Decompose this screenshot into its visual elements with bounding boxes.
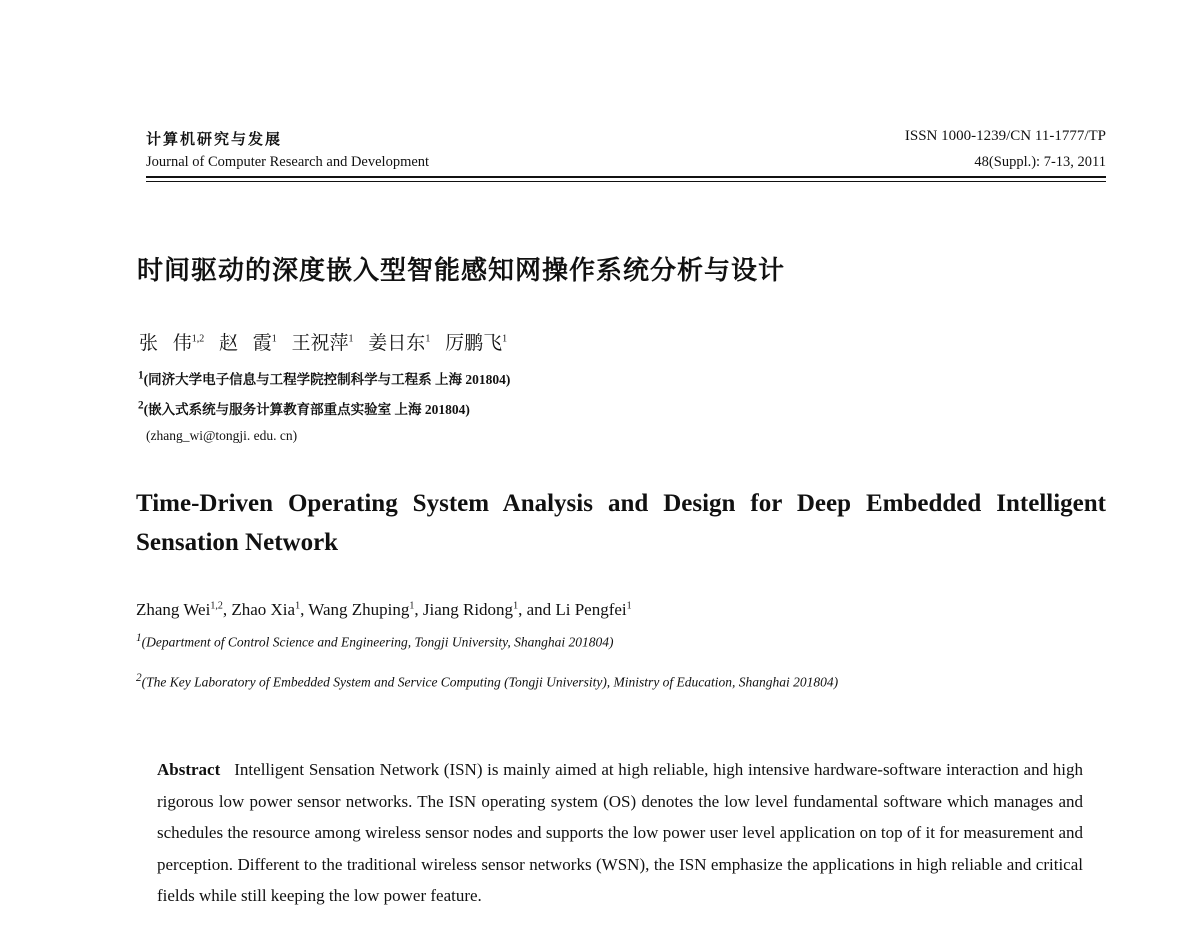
- header-rule-thin: [146, 181, 1106, 182]
- abstract: [157, 754, 1083, 912]
- author-list-cn: [139, 328, 507, 355]
- author-email: (zhang_wi@tongji. edu. cn): [146, 428, 298, 443]
- author-cn: 姜日东$^1$: [368, 333, 431, 354]
- author-cn: 厉鹏飞$^1$: [445, 333, 508, 354]
- author-list-en: Zhang Wei$^{1,2}$, Zhao Xia$^1$, Wang Zhuping$^1$, Jiang Ridong$^1$, and Li Pengfei$^1$: [136, 600, 632, 619]
- author-cn: 张 伟$^{1,2}$: [139, 333, 205, 354]
- journal-title-cn: 计算机研究与发展: [146, 132, 283, 148]
- author-cn: 王祝萍$^1$: [291, 333, 354, 354]
- journal-issn: ISSN 1000-1239/CN 11-1777/TP: [904, 128, 1106, 144]
- paper-title-cn: 时间驱动的深度嵌入型智能感知网操作系统分析与设计: [137, 256, 786, 286]
- abstract-label: Abstract: [157, 760, 221, 779]
- abstract-text: Intelligent Sensation Network (ISN) is mainly aimed at high reliable, high intensive hardware-software interaction and high rigorous low power sensor networks. The ISN operating system (OS) denotes the low level fundamental software which manages and schedules the resource among wireless sensor nodes and supports the low power user level application on top of it for measurement and perception. Different to the traditional wireless sensor networks (WSN), the ISN emphasize the applications in high reliable and critical fields while still keeping the low power feature.: [157, 760, 1083, 905]
- header-rule-thick: [146, 176, 1106, 178]
- journal-title-en: Journal of Computer Research and Development: [146, 154, 430, 170]
- author-cn: 赵 霞$^1$: [219, 333, 277, 354]
- affiliation-en-2: $^2$(The Key Laboratory of Embedded System and Service Computing (Tongji University), Ministry of Education, Shanghai 201804): [136, 672, 839, 690]
- affiliation-en-1: $^1$(Department of Control Science and Engineering, Tongji University, Shanghai 201804): [136, 632, 614, 650]
- affiliation-cn-1: $^1$(同济大学电子信息与工程学院控制科学与工程系 上海 201804): [138, 369, 511, 387]
- affiliation-cn-2: $^2$(嵌入式系统与服务计算教育部重点实验室 上海 201804): [138, 399, 470, 417]
- paper-title-en: Time-Driven Operating System Analysis and Design for Deep Embedded Intelligent Sensation Network: [136, 490, 1106, 556]
- journal-volume: 48(Suppl.): 7-13, 2011: [974, 154, 1106, 170]
